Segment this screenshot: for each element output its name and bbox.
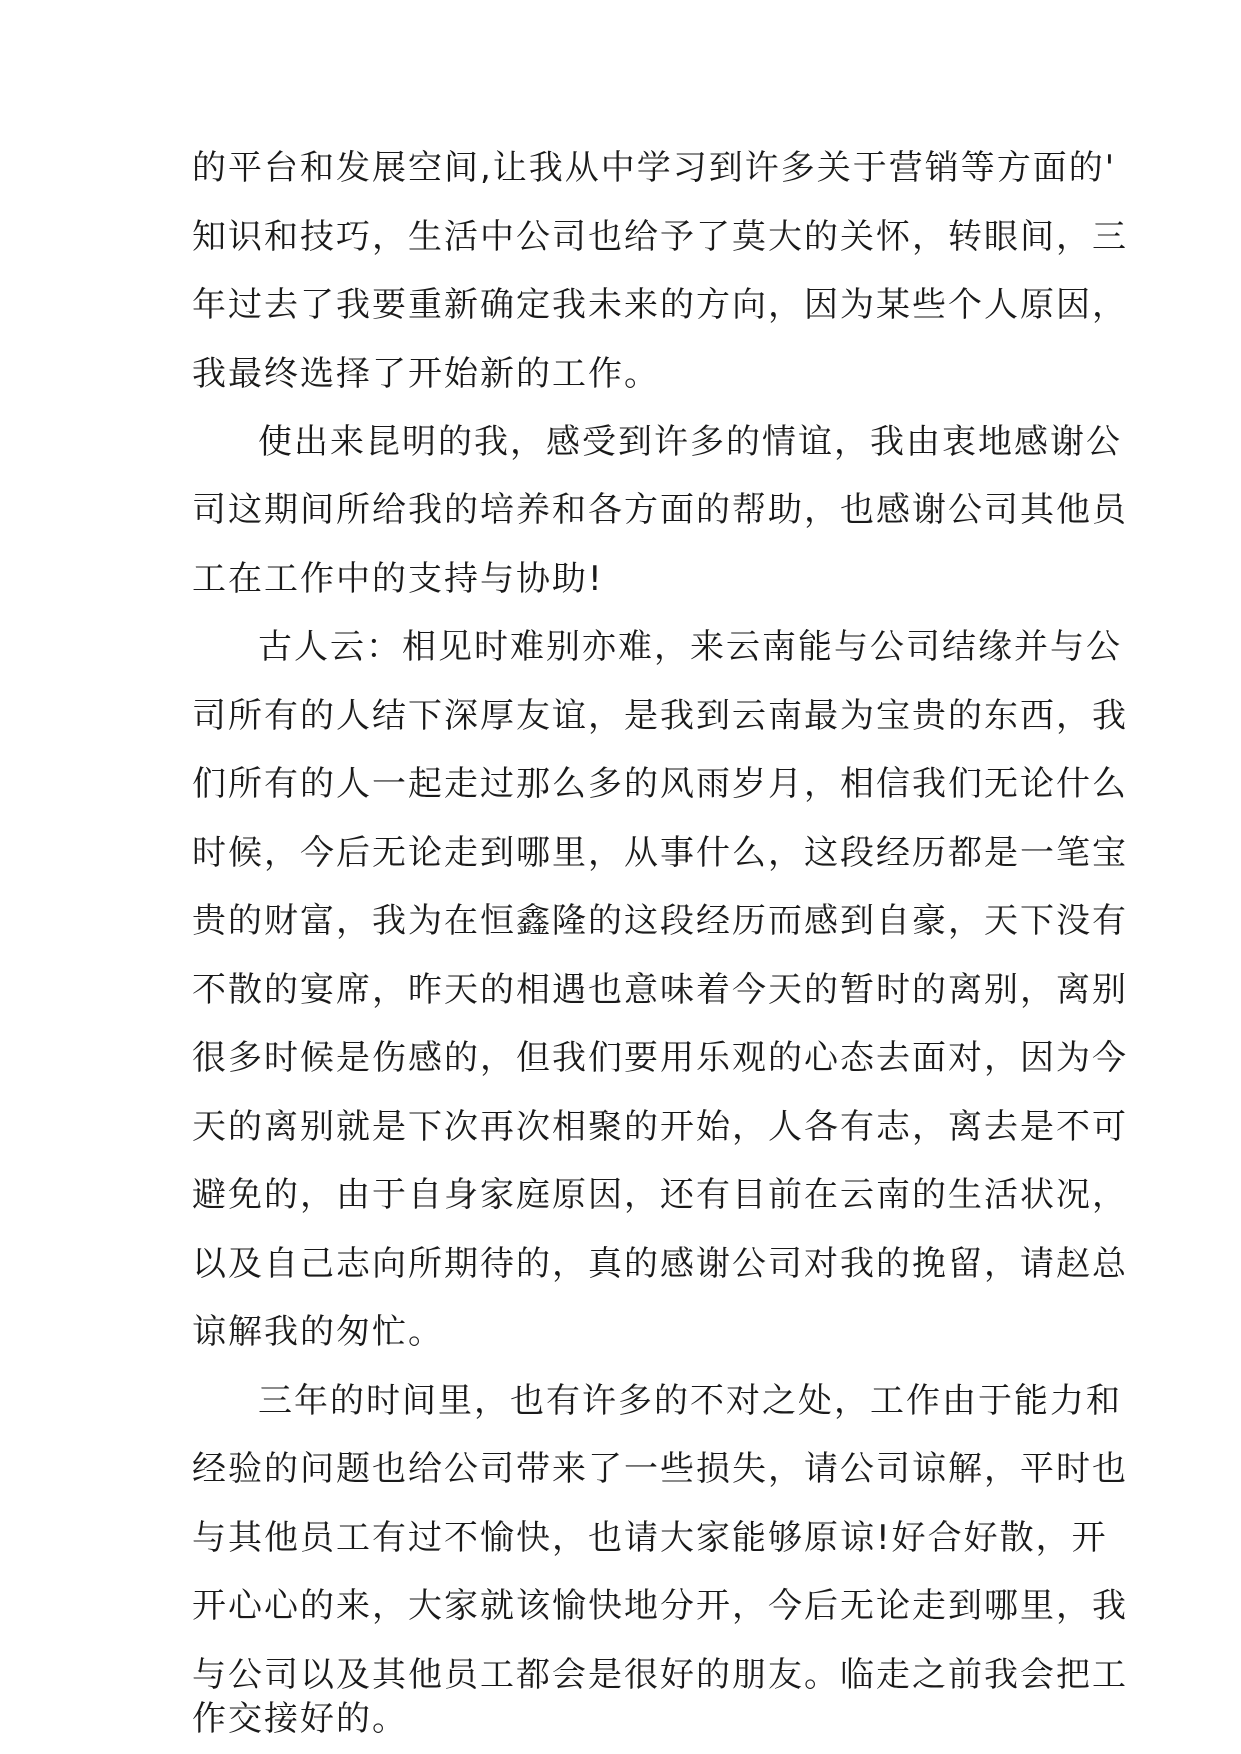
text-line: 知识和技巧，生活中公司也给予了莫大的关怀，转眼间，三 (192, 217, 1128, 257)
text-line: 的平台和发展空间,让我从中学习到许多关于营销等方面的' (192, 148, 1117, 188)
paragraph-start-line: 使出来昆明的我，感受到许多的情谊，我由衷地感谢公 (258, 422, 1122, 462)
text-line: 我最终选择了开始新的工作。 (192, 354, 660, 394)
text-line: 年过去了我要重新确定我未来的方向，因为某些个人原因， (192, 285, 1128, 325)
text-line: 很多时候是伤感的，但我们要用乐观的心态去面对，因为今 (192, 1038, 1128, 1078)
text-line: 贵的财富，我为在恒鑫隆的这段经历而感到自豪，天下没有 (192, 901, 1128, 941)
text-line: 谅解我的匆忙。 (192, 1312, 444, 1352)
text-line: 与其他员工有过不愉快，也请大家能够原谅!好合好散，开 (192, 1518, 1108, 1558)
text-line: 避免的，由于自身家庭原因，还有目前在云南的生活状况， (192, 1175, 1128, 1215)
paragraph-start-line: 三年的时间里，也有许多的不对之处，工作由于能力和 (258, 1381, 1122, 1421)
text-line: 时候，今后无论走到哪里，从事什么，这段经历都是一笔宝 (192, 833, 1128, 873)
text-line: 司这期间所给我的培养和各方面的帮助，也感谢公司其他员 (192, 490, 1128, 530)
text-line: 司所有的人结下深厚友谊，是我到云南最为宝贵的东西，我 (192, 696, 1128, 736)
text-line: 作交接好的。 (192, 1699, 408, 1739)
text-line: 与公司以及其他员工都会是很好的朋友。临走之前我会把工 (192, 1655, 1128, 1695)
paragraph-start-line: 古人云：相见时难别亦难，来云南能与公司结缘并与公 (258, 627, 1122, 667)
text-line: 天的离别就是下次再次相聚的开始，人各有志，离去是不可 (192, 1107, 1128, 1147)
text-line: 经验的问题也给公司带来了一些损失，请公司谅解，平时也 (192, 1449, 1128, 1489)
text-line: 工在工作中的支持与协助! (192, 559, 604, 599)
text-line: 开心心的来，大家就该愉快地分开，今后无论走到哪里，我 (192, 1586, 1128, 1626)
text-line: 不散的宴席，昨天的相遇也意味着今天的暂时的离别，离别 (192, 970, 1128, 1010)
text-line: 们所有的人一起走过那么多的风雨岁月，相信我们无论什么 (192, 764, 1128, 804)
text-line: 以及自己志向所期待的，真的感谢公司对我的挽留，请赵总 (192, 1244, 1128, 1284)
